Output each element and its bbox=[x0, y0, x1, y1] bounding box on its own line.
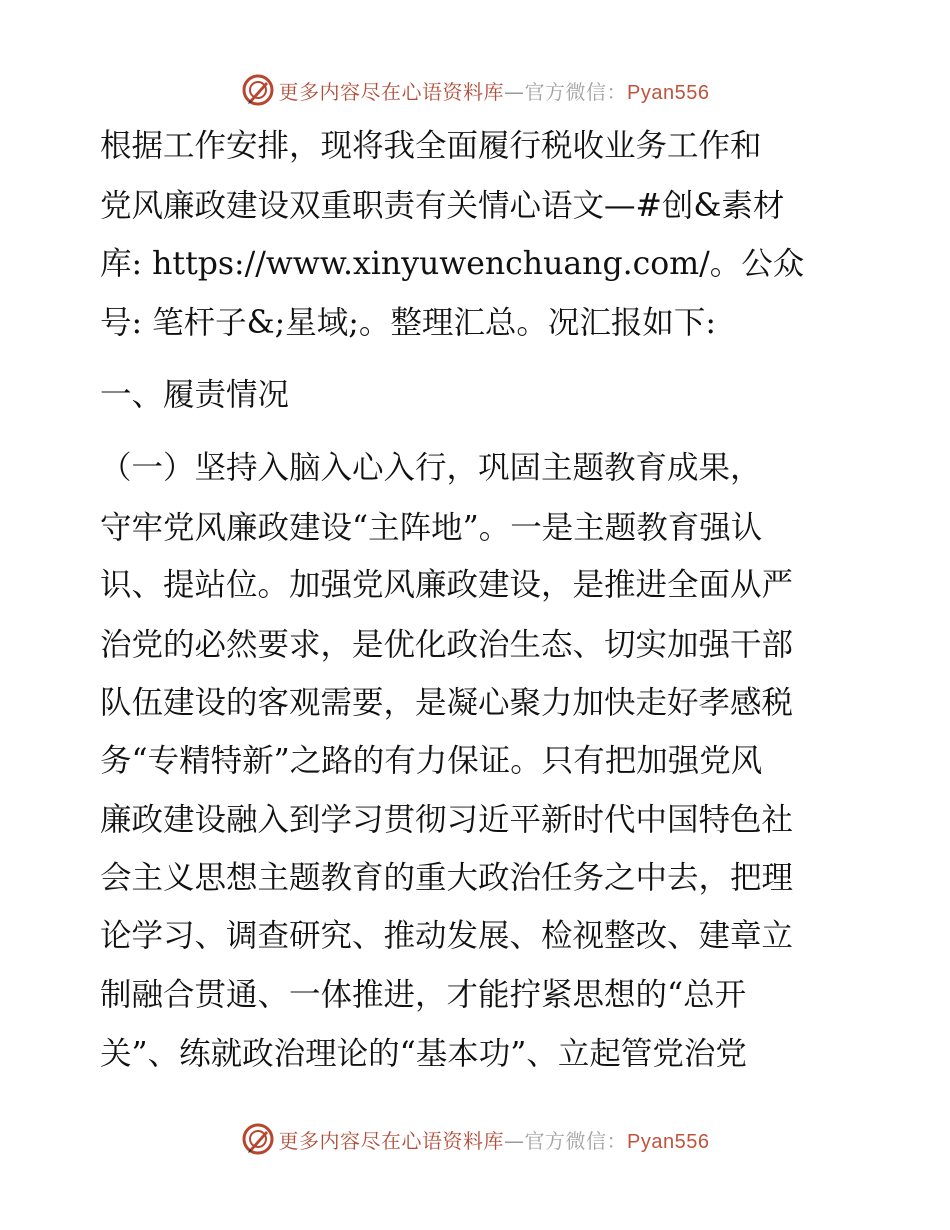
footer-wechat-label: 官方微信： bbox=[524, 1128, 628, 1153]
body-line: 制融合贯通、一体推进，才能拧紧思想的“总开 bbox=[100, 977, 747, 1013]
header-banner bbox=[0, 70, 950, 110]
body-line: 守牢党风廉政建设“主阵地”。一是主题教育强认 bbox=[100, 510, 763, 546]
footer-separator: — bbox=[504, 1128, 525, 1153]
header-wechat-label: 官方微信： bbox=[524, 79, 628, 104]
body-line: 关”、练就政治理论的“基本功”、立起管党治党 bbox=[100, 1036, 747, 1072]
pen-logo-icon bbox=[241, 1122, 275, 1156]
footer-wechat-id: Pyan556 bbox=[627, 1130, 710, 1153]
header-separator: — bbox=[504, 79, 525, 104]
body-line: 党风廉政建设双重职责有关情心语文—#创&素材 bbox=[100, 188, 785, 224]
footer-banner-text bbox=[279, 1125, 710, 1154]
footer-banner bbox=[0, 1119, 950, 1159]
body-line: 识、提站位。加强党风廉政建设，是推进全面从严 bbox=[100, 567, 794, 603]
body-line: 队伍建设的客观需要，是凝心聚力加快走好孝感税 bbox=[100, 685, 794, 721]
footer-banner-title: 更多内容尽在心语资料库 bbox=[278, 1128, 505, 1153]
header-banner-text bbox=[279, 76, 710, 105]
body-line: 会主义思想主题教育的重大政治任务之中去，把理 bbox=[100, 860, 794, 896]
body-line: 廉政建设融入到学习贯彻习近平新时代中国特色社 bbox=[100, 802, 794, 838]
body-line: 论学习、调查研究、推动发展、检视整改、建章立 bbox=[100, 918, 794, 954]
body-line: （一）坚持入脑入心入行，巩固主题教育成果， bbox=[100, 450, 762, 486]
body-line: 务“专精特新”之路的有力保证。只有把加强党风 bbox=[100, 743, 763, 779]
header-wechat-id: Pyan556 bbox=[627, 81, 710, 104]
body-line: 号: 笔杆子&;星域;。整理汇总。况汇报如下: bbox=[100, 305, 717, 341]
body-line: 根据工作安排，现将我全面履行税收业务工作和 bbox=[100, 128, 762, 164]
body-line: 库: https://www.xinyuwenchuang.com/。公众 bbox=[100, 246, 805, 282]
pen-logo-icon bbox=[241, 73, 275, 107]
header-banner-title: 更多内容尽在心语资料库 bbox=[278, 79, 505, 104]
body-line: 治党的必然要求，是优化政治生态、切实加强干部 bbox=[100, 627, 794, 663]
section-heading: 一、履责情况 bbox=[100, 377, 290, 413]
